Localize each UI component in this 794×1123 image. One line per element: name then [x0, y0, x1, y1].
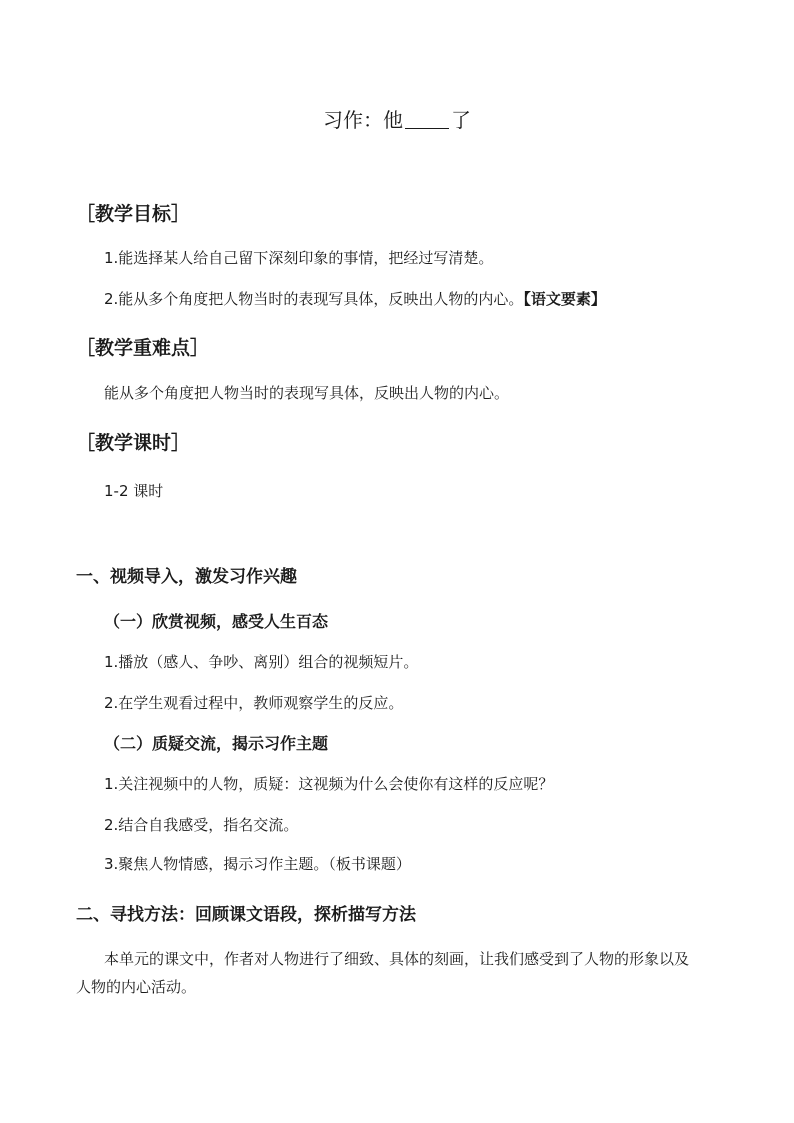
part1-sub2-heading: （二）质疑交流，揭示习作主题 [104, 734, 329, 753]
part1-sub2-item-2: 2.结合自我感受，指名交流。 [104, 816, 299, 834]
part1-sub1-item-1: 1.播放（感人、争吵、离别）组合的视频短片。 [104, 653, 419, 671]
part2-heading: 二、寻找方法：回顾课文语段，探析描写方法 [76, 905, 416, 925]
part1-sub1-item-2: 2.在学生观看过程中，教师观察学生的反应。 [104, 694, 404, 712]
goals-tag: 【语文要素】 [523, 290, 606, 308]
title-prefix: 习作：他 [323, 108, 403, 132]
key-points-text: 能从多个角度把人物当时的表现写具体，反映出人物的内心。 [104, 384, 510, 402]
hours-heading: ［教学课时］ [76, 432, 191, 454]
goals-heading: ［教学目标］ [76, 203, 191, 225]
title-blank [405, 110, 449, 129]
part2-para-line-1: 本单元的课文中，作者对人物进行了细致、具体的刻画，让我们感受到了人物的形象以及 [104, 950, 690, 968]
part2-para-line-2: 人物的内心活动。 [76, 978, 197, 996]
part1-sub2-item-1: 1.关注视频中的人物，质疑：这视频为什么会使你有这样的反应呢？ [104, 775, 554, 793]
key-points-heading: ［教学重难点］ [76, 337, 210, 359]
goals-item-1: 1.能选择某人给自己留下深刻印象的事情，把经过写清楚。 [104, 249, 494, 267]
goals-item-2: 2.能从多个角度把人物当时的表现写具体，反映出人物的内心。 [104, 290, 524, 308]
part1-heading: 一、视频导入，激发习作兴趣 [76, 567, 297, 587]
title-suffix: 了 [451, 108, 471, 132]
part1-sub2-item-3: 3.聚焦人物情感，揭示习作主题。（板书课题） [104, 855, 411, 873]
page-title [0, 104, 794, 133]
goals-item-2-line [104, 288, 606, 309]
hours-text: 1-2 课时 [104, 482, 164, 500]
part1-sub1-heading: （一）欣赏视频，感受人生百态 [104, 612, 329, 631]
